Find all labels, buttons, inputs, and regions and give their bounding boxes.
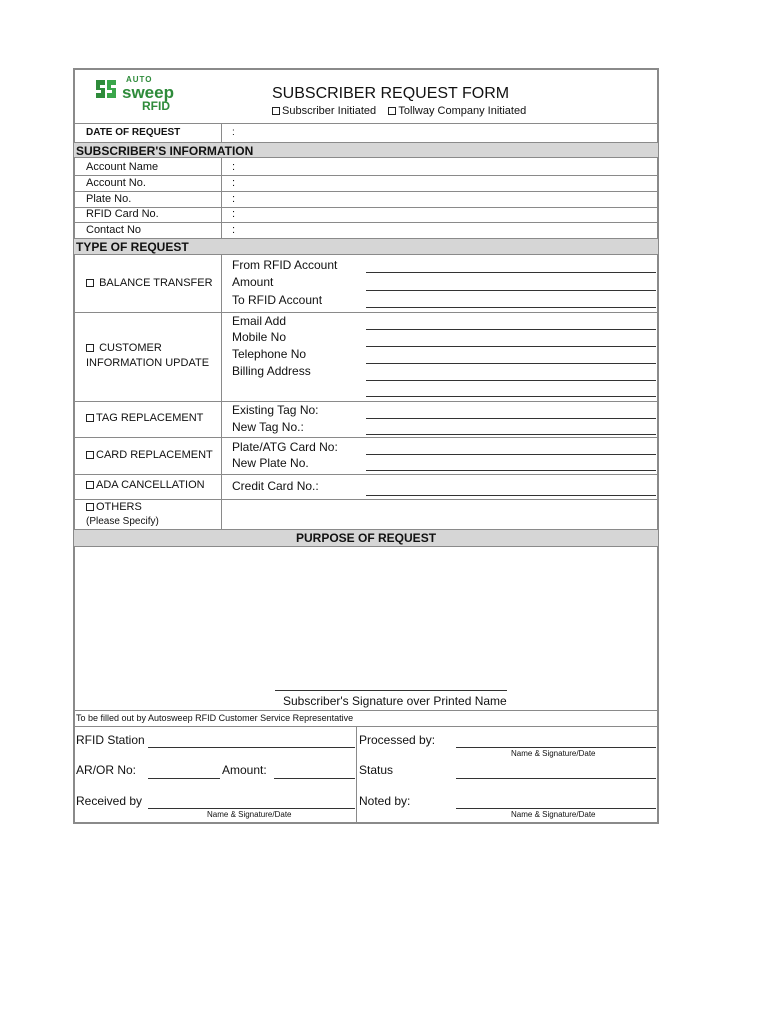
autosweep-logo [92, 74, 202, 114]
divider [74, 191, 658, 192]
rfid-card-no-colon: : [232, 208, 236, 220]
logo-sweep-text: sweep [122, 83, 174, 102]
purpose-heading: PURPOSE OF REQUEST [296, 531, 437, 545]
email-add-label: Email Add [232, 314, 287, 328]
billing-address-line-2[interactable] [366, 396, 656, 397]
noted-by-caption: Name & Signature/Date [511, 810, 596, 819]
processed-by-label: Processed by: [359, 733, 436, 747]
telephone-no-line[interactable] [366, 363, 656, 364]
purpose-text-area[interactable] [76, 549, 656, 687]
divider [74, 499, 658, 500]
mobile-no-label: Mobile No [232, 330, 287, 344]
tag-replacement-option[interactable] [86, 413, 203, 424]
credit-card-no-label: Credit Card No.: [232, 479, 319, 493]
divider [356, 726, 357, 823]
ada-cancellation-option[interactable] [86, 480, 205, 491]
amount-label: Amount [232, 275, 274, 289]
customer-update-checkbox[interactable] [86, 344, 94, 352]
telephone-no-label: Telephone No [232, 347, 307, 361]
subscriber-info-heading: SUBSCRIBER'S INFORMATION [76, 144, 254, 158]
card-replacement-option[interactable] [86, 450, 213, 461]
ar-or-no-line[interactable] [148, 778, 220, 779]
new-plate-no-label: New Plate No. [232, 456, 309, 470]
divider [74, 175, 658, 176]
logo-auto-text: AUTO [126, 75, 153, 84]
status-label: Status [359, 763, 394, 777]
received-by-caption: Name & Signature/Date [207, 810, 292, 819]
rfid-station-label: RFID Station [76, 733, 145, 747]
from-rfid-account-label: From RFID Account [232, 258, 338, 272]
plate-atg-card-no-line[interactable] [366, 454, 656, 455]
others-option[interactable] [86, 502, 142, 513]
processed-by-line[interactable] [456, 747, 656, 748]
processed-by-caption: Name & Signature/Date [511, 749, 596, 758]
account-no-label: Account No. [86, 177, 146, 189]
subscriber-initiated-label: Subscriber Initiated [282, 105, 377, 117]
balance-transfer-label: BALANCE TRANSFER [99, 277, 213, 289]
divider [221, 255, 222, 530]
others-label: OTHERS [96, 501, 142, 513]
divider [74, 474, 658, 475]
date-of-request-label: DATE OF REQUEST [86, 127, 181, 138]
new-tag-no-label: New Tag No.: [232, 420, 304, 434]
plate-no-label: Plate No. [86, 193, 132, 205]
received-by-line[interactable] [148, 808, 355, 809]
new-plate-no-line[interactable] [366, 470, 656, 471]
account-name-label: Account Name [86, 161, 159, 173]
divider [74, 401, 658, 402]
account-no-colon: : [232, 177, 236, 189]
customer-update-label-2: INFORMATION UPDATE [86, 357, 210, 369]
rfid-station-line[interactable] [148, 747, 355, 748]
divider [74, 726, 658, 727]
divider [221, 158, 222, 238]
billing-address-label: Billing Address [232, 364, 311, 378]
contact-no-colon: : [232, 224, 236, 236]
tag-replacement-label: TAG REPLACEMENT [96, 412, 204, 424]
divider [221, 124, 222, 142]
divider [74, 207, 658, 208]
credit-card-no-line[interactable] [366, 495, 656, 496]
divider [74, 222, 658, 223]
tag-replacement-checkbox[interactable] [86, 414, 94, 422]
to-rfid-account-line[interactable] [366, 307, 656, 308]
existing-tag-no-line[interactable] [366, 418, 656, 419]
existing-tag-no-label: Existing Tag No: [232, 403, 319, 417]
noted-by-label: Noted by: [359, 794, 411, 808]
mobile-no-line[interactable] [366, 346, 656, 347]
status-line[interactable] [456, 778, 656, 779]
balance-transfer-option[interactable] [86, 278, 213, 289]
contact-no-label: Contact No [86, 224, 142, 236]
balance-transfer-checkbox[interactable] [86, 279, 94, 287]
from-rfid-account-line[interactable] [366, 272, 656, 273]
initiated-options [272, 106, 526, 117]
card-replacement-checkbox[interactable] [86, 451, 94, 459]
email-add-line[interactable] [366, 329, 656, 330]
divider [74, 312, 658, 313]
rfid-card-no-label: RFID Card No. [86, 208, 159, 220]
new-tag-no-line[interactable] [366, 434, 656, 435]
divider [74, 437, 658, 438]
customer-update-label-1: CUSTOMER [99, 342, 162, 354]
card-replacement-label: CARD REPLACEMENT [96, 449, 213, 461]
to-rfid-account-label: To RFID Account [232, 293, 323, 307]
account-name-colon: : [232, 161, 236, 173]
form-title: SUBSCRIBER REQUEST FORM [272, 85, 510, 102]
received-by-label: Received by [76, 794, 143, 808]
date-of-request-colon: : [232, 127, 235, 138]
others-note: (Please Specify) [86, 516, 159, 527]
csr-note: To be filled out by Autosweep RFID Customer Service Representative [76, 713, 354, 723]
subscriber-signature-caption: Subscriber's Signature over Printed Name [283, 694, 507, 708]
amount-csr-label: Amount: [222, 763, 267, 777]
amount-line[interactable] [366, 290, 656, 291]
logo-rfid-text: RFID [142, 99, 170, 113]
divider [74, 710, 658, 711]
others-checkbox[interactable] [86, 503, 94, 511]
tollway-initiated-label: Tollway Company Initiated [398, 105, 527, 117]
type-of-request-heading: TYPE OF REQUEST [76, 240, 189, 254]
plate-no-colon: : [232, 193, 236, 205]
others-specify-field[interactable] [223, 501, 656, 529]
customer-update-option[interactable] [86, 343, 162, 354]
billing-address-line-1[interactable] [366, 380, 656, 381]
signature-line[interactable] [275, 690, 507, 691]
divider [74, 123, 658, 124]
ar-or-no-label: AR/OR No: [76, 763, 137, 777]
noted-by-line[interactable] [456, 808, 656, 809]
plate-atg-card-no-label: Plate/ATG Card No: [232, 440, 338, 454]
subscriber-initiated-checkbox[interactable] [272, 107, 280, 115]
tollway-initiated-checkbox[interactable] [388, 107, 396, 115]
ada-cancellation-checkbox[interactable] [86, 481, 94, 489]
ada-cancellation-label: ADA CANCELLATION [96, 479, 205, 491]
amount-csr-line[interactable] [274, 778, 355, 779]
